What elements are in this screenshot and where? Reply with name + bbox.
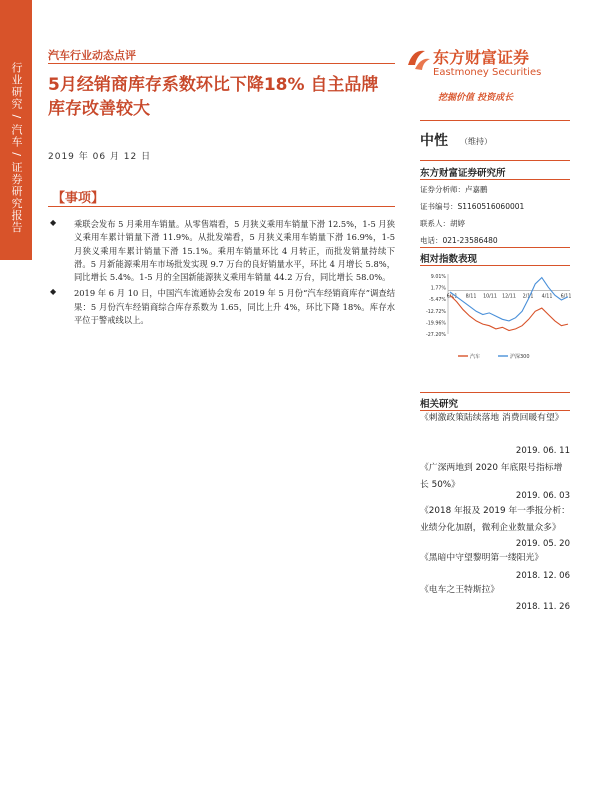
rating-label: 中性 — [420, 133, 448, 149]
chart-y-tick-label: -27.20% — [425, 333, 446, 338]
analyst-cert: 证书编号：S1160516060001 — [420, 202, 525, 211]
sidebar-category-label: 行业研究 / 汽车 / 证券研究报告 — [10, 62, 23, 234]
section-title: 【事项】 — [52, 191, 105, 206]
eastmoney-logo — [405, 45, 565, 95]
chart-divider-bottom — [420, 265, 570, 266]
section-divider — [48, 206, 395, 207]
bullet-text: 乘联会发布 5 月乘用车销量。从零售端看，5 月狭义乘用车销量下滑 12.5%，1-5 月狭义乘用车累计销量下滑 11.9%。从批发端看，5 月狭义乘用车销量下滑 16.9%，1-5 月狭义乘用车累计销量下滑 15.1%。乘用车销量环比 4 月转正，而批发销量持续下滑。5 月新能源乘用车市场批发实现 9.7 万台的良好销量水平，环比 4 月增长 5.8%，同比增长 5.4%。1-5 月的全国新能源狭义乘用车销量 44.2 万台，同比增长 58.0%。 — [74, 219, 395, 283]
related-item-title[interactable]: 《2018 年报及 2019 年一季报分析：业绩分化加剧，微利企业数量众多》 — [420, 506, 570, 533]
report-date: 2019 年 06 月 12 日 — [48, 152, 152, 162]
chart-legend-label: 沪深300 — [510, 354, 530, 360]
bullet-item — [50, 287, 395, 327]
related-item-title[interactable]: 《黑暗中守望黎明第一缕阳光》 — [420, 553, 544, 563]
related-item-date: 2018. 12. 06 — [515, 571, 570, 581]
related-item-date: 2019. 05. 20 — [515, 539, 570, 549]
chart-y-tick-label: 9.01% — [430, 275, 446, 280]
institute-name: 东方财富证券研究所 — [420, 168, 506, 179]
chart-y-tick-label: 1.77% — [430, 286, 446, 292]
chart-y-tick-label: -19.96% — [425, 321, 446, 327]
diamond-bullet-icon: ◆ — [50, 287, 57, 297]
chart-x-tick-label: 2/11 — [522, 294, 534, 300]
related-divider-top — [420, 392, 570, 393]
related-item-title[interactable]: 《电车之王特斯拉》 — [420, 585, 500, 595]
bullet-list — [50, 218, 395, 330]
report-type-label: 汽车行业动态点评 — [48, 49, 136, 62]
logo-chinese-name: 东方财富证券 — [433, 48, 530, 67]
related-title: 相关研究 — [420, 399, 459, 410]
analyst-contact: 联系人：胡婷 — [420, 219, 465, 228]
rating-divider-top — [420, 120, 570, 121]
chart-x-tick-label: 10/11 — [483, 294, 497, 300]
chart-y-tick-label: -5.47% — [429, 298, 446, 304]
related-item-date: 2018. 11. 26 — [515, 602, 570, 612]
analyst-name: 证券分析师：卢嘉鹏 — [420, 185, 488, 194]
chart-x-tick-label: 6/11 — [446, 294, 458, 300]
chart-legend-label: 汽车 — [470, 354, 481, 360]
institute-divider-bottom — [420, 179, 570, 180]
chart-svg — [418, 268, 578, 368]
header-divider — [48, 63, 395, 64]
analyst-phone: 电话：021-23586480 — [420, 236, 498, 245]
rating-sub: （维持） — [460, 137, 492, 146]
report-title: 5月经销商库存系数环比下降18% 自主品牌库存改善较大 — [48, 75, 379, 119]
related-item-date: 2019. 06. 03 — [515, 491, 570, 501]
chart-series-line — [450, 295, 568, 330]
chart-divider-top — [420, 247, 570, 248]
chart-y-tick-label: -12.72% — [425, 309, 446, 315]
institute-divider-top — [420, 160, 570, 161]
bullet-text: 2019 年 6 月 10 日，中国汽车流通协会发布 2019 年 5 月份“汽车经销商库存”调查结果：5 月份汽车经销商综合库存系数为 1.65，同比上升 4%，环比下降 18%。库存水平位于警戒线以上。 — [74, 288, 395, 326]
chart-x-tick-label: 8/11 — [465, 294, 477, 300]
side-band — [0, 0, 32, 260]
chart-section-title: 相对指数表现 — [420, 254, 478, 265]
related-item-date: 2019. 06. 11 — [515, 446, 570, 456]
chart-x-tick-label: 12/11 — [502, 294, 516, 300]
logo-slogan: 挖掘价值 投资成长 — [438, 93, 514, 103]
chart-x-tick-label: 4/11 — [541, 294, 553, 300]
related-item-title[interactable]: 《刺激政策陆续落地 消费回暖有望》 — [420, 413, 564, 423]
relative-index-chart — [418, 268, 578, 368]
related-item-title[interactable]: 《广深两地到 2020 年底限号指标增长 50%》 — [420, 463, 563, 490]
logo-english-name: Eastmoney Securities — [433, 67, 542, 78]
diamond-bullet-icon: ◆ — [50, 218, 57, 227]
eastmoney-logo-icon — [405, 47, 431, 73]
bullet-item — [50, 218, 395, 284]
chart-x-tick-label: 6/11 — [560, 294, 572, 300]
